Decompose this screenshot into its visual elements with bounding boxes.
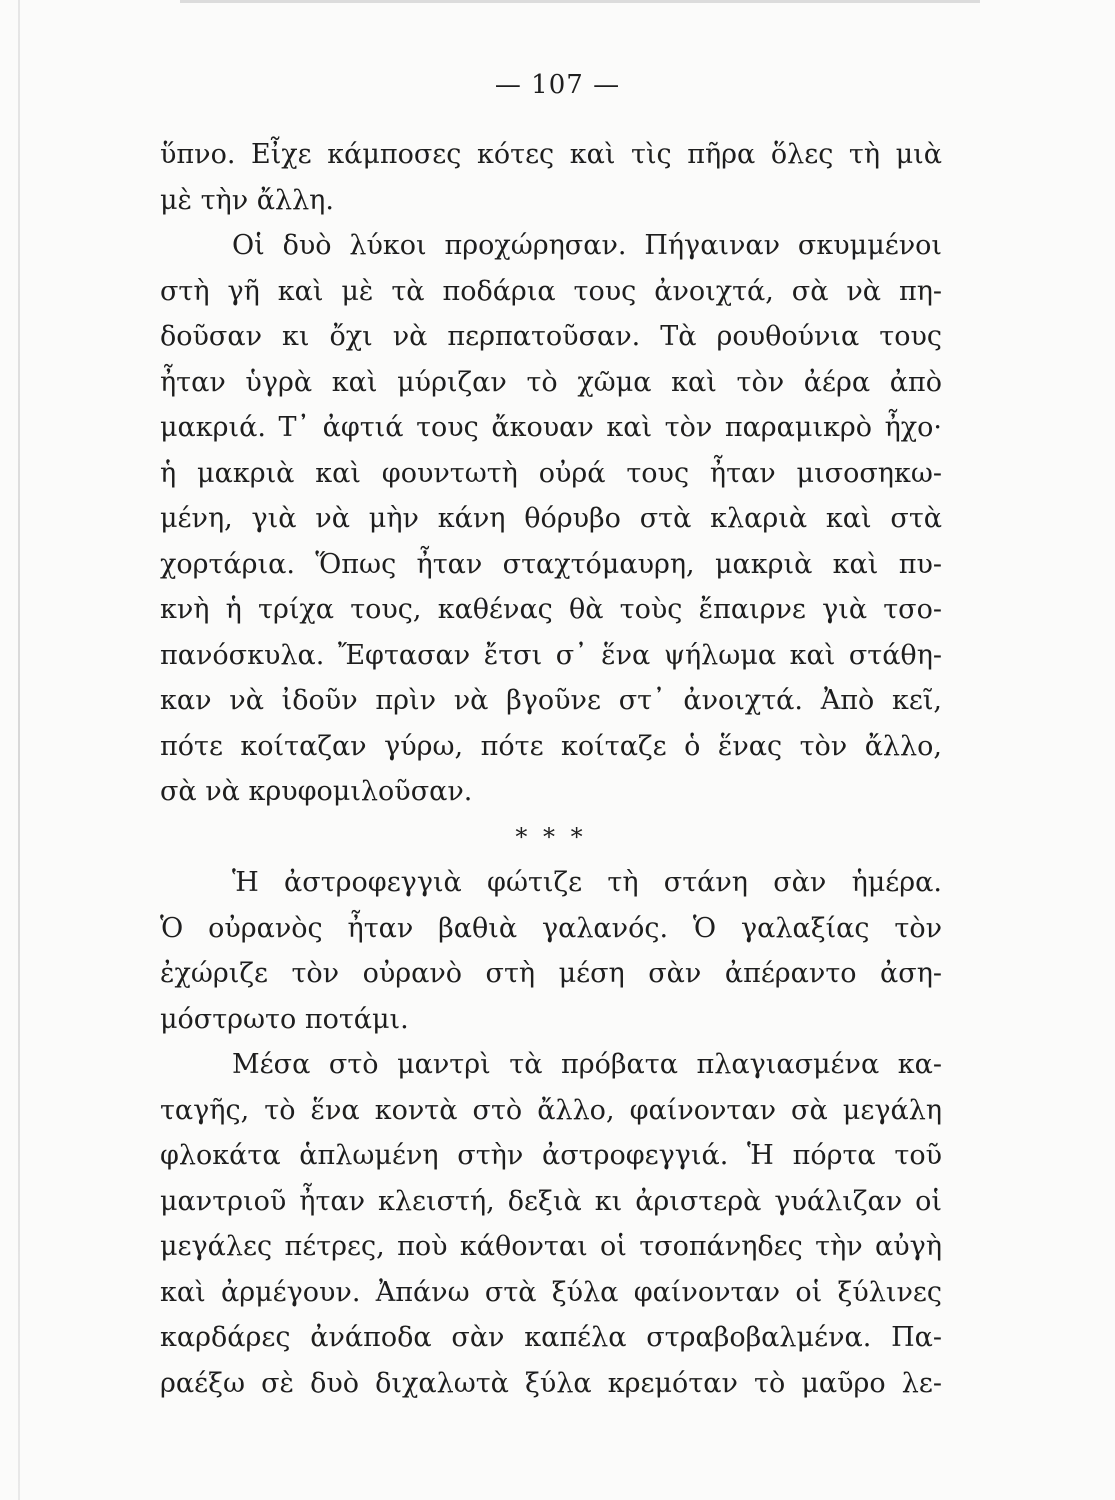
text-line: πότε κοίταζαν γύρω, πότε κοίταζε ὁ ἕνας τὸν ἄλλο, bbox=[160, 730, 942, 762]
page-binding-edge bbox=[18, 0, 20, 1500]
section-break: * * * bbox=[515, 822, 587, 851]
text-line: Μέσα στὸ μαντρὶ τὰ πρόβατα πλαγιασμένα κα- bbox=[232, 1049, 942, 1080]
text-line: πανόσκυλα. Ἔφτασαν ἔτσι σ᾿ ἕνα ψήλωμα καὶ στάθη- bbox=[160, 639, 942, 671]
text-line: Ὁ οὐρανὸς ἦταν βαθιὰ γαλανός. Ὁ γαλαξίας τὸν bbox=[160, 912, 942, 944]
text-line: Οἱ δυὸ λύκοι προχώρησαν. Πήγαιναν σκυμμένοι bbox=[232, 230, 942, 261]
text-line: ἦταν ὑγρὰ καὶ μύριζαν τὸ χῶμα καὶ τὸν ἀέρα ἀπὸ bbox=[160, 366, 942, 398]
text-line: στὴ γῆ καὶ μὲ τὰ ποδάρια τους ἀνοιχτά, σὰ νὰ πη- bbox=[160, 275, 942, 307]
text-line: καν νὰ ἰδοῦν πρὶν νὰ βγοῦνε στ᾿ ἀνοιχτά. Ἀπὸ κεῖ, bbox=[160, 685, 942, 716]
text-line: μόστρωτο ποτάμι. bbox=[160, 1003, 409, 1035]
text-line: καρδάρες ἀνάποδα σὰν καπέλα στραβοβαλμένα. Πα- bbox=[160, 1322, 942, 1353]
page-number: — 107 — bbox=[494, 70, 621, 100]
body-text bbox=[160, 132, 942, 1406]
text-line: κνὴ ἡ τρίχα τους, καθένας θὰ τοὺς ἔπαιρνε γιὰ τσο- bbox=[160, 594, 942, 625]
text-line: δοῦσαν κι ὄχι νὰ περπατοῦσαν. Τὰ ρουθούνια τους bbox=[160, 321, 942, 352]
text-line: μὲ τὴν ἄλλη. bbox=[160, 184, 334, 216]
text-line: σὰ νὰ κρυφομιλοῦσαν. bbox=[160, 776, 473, 807]
text-line: μένη, γιὰ νὰ μὴν κάνη θόρυβο στὰ κλαριὰ καὶ στὰ bbox=[160, 503, 942, 534]
text-line: χορτάρια. Ὅπως ἦταν σταχτόμαυρη, μακριὰ καὶ πυ- bbox=[160, 548, 942, 580]
text-line: Ἡ ἀστροφεγγιὰ φώτιζε τὴ στάνη σὰν ἡμέρα. bbox=[232, 867, 942, 898]
text-line: ἐχώριζε τὸν οὐρανὸ στὴ μέση σὰν ἀπέραντο ἀση- bbox=[160, 958, 942, 989]
text-line: ταγῆς, τὸ ἕνα κοντὰ στὸ ἄλλο, φαίνονταν σὰ μεγάλη bbox=[160, 1094, 942, 1126]
text-line: μεγάλες πέτρες, ποὺ κάθονται οἱ τσοπάνηδες τὴν αὐγὴ bbox=[160, 1231, 942, 1262]
text-line: ἡ μακριὰ καὶ φουντωτὴ οὐρά τους ἦταν μισοσηκω- bbox=[160, 457, 942, 489]
text-line: μακριά. Τ᾿ ἀφτιά τους ἄκουαν καὶ τὸν παραμικρὸ ἦχο· bbox=[160, 412, 942, 443]
text-line: ὕπνο. Εἶχε κάμποσες κότες καὶ τὶς πῆρα ὅλες τὴ μιὰ bbox=[160, 139, 942, 170]
page-top-edge bbox=[180, 0, 980, 3]
text-line: μαντριοῦ ἦταν κλειστή, δεξιὰ κι ἀριστερὰ γυάλιζαν οἱ bbox=[160, 1185, 942, 1217]
text-line: φλοκάτα ἁπλωμένη στὴν ἀστροφεγγιά. Ἡ πόρτα τοῦ bbox=[160, 1140, 942, 1171]
text-line: καὶ ἀρμέγουν. Ἀπάνω στὰ ξύλα φαίνονταν οἱ ξύλινες bbox=[160, 1276, 942, 1308]
text-line: ραέξω σὲ δυὸ διχαλωτὰ ξύλα κρεμόταν τὸ μαῦρο λε- bbox=[160, 1367, 942, 1399]
